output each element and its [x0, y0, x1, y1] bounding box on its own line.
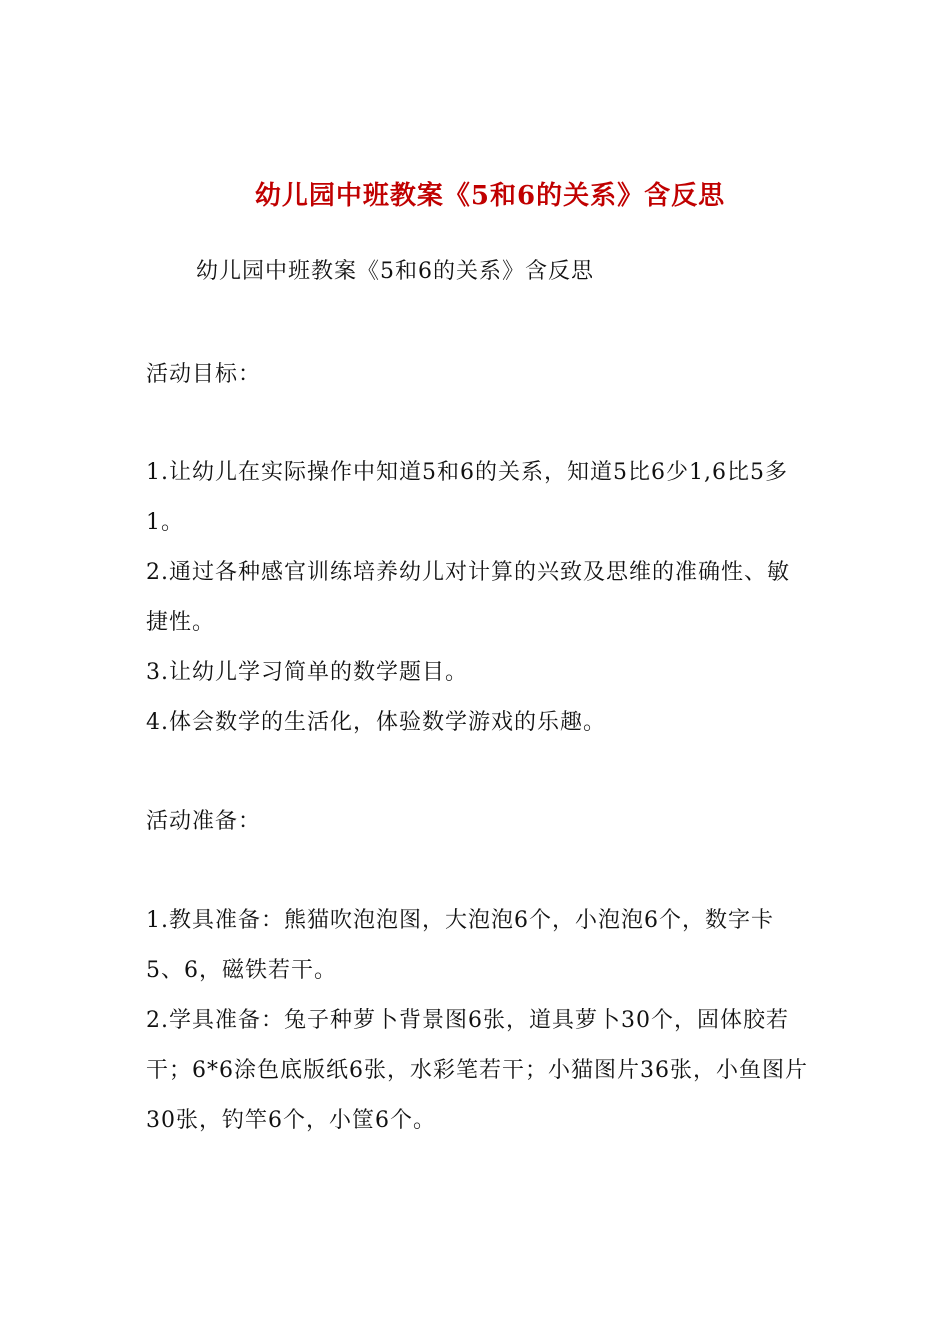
goals-heading: [146, 350, 810, 400]
prep-item-2: 2.学具准备：兔子种萝卜背景图6张，道具萝卜30个，固体胶若干；6*6涂色底版纸6张，水彩笔若干；小猫图片36张，小鱼图片30张，钓竿6个，小筐6个。: [146, 1008, 808, 1133]
prep-list: [146, 896, 810, 1146]
goal-item-2: 2.通过各种感官训练培养幼儿对计算的兴致及思维的准确性、敏捷性。: [146, 560, 790, 635]
prep-item-1: 1.教具准备：熊猫吹泡泡图，大泡泡6个，小泡泡6个，数字卡5、6，磁铁若干。: [146, 908, 774, 983]
prep-heading-text: 活动准备：: [146, 809, 262, 834]
document-subtitle: 幼儿园中班教案《5和6的关系》含反思: [196, 259, 594, 284]
goal-item-3: 3.让幼儿学习简单的数学题目。: [146, 660, 468, 685]
goals-list: [146, 448, 810, 748]
document-title: 幼儿园中班教案《5和6的关系》含反思: [254, 181, 726, 211]
prep-heading: [146, 797, 810, 847]
goal-item-4: 4.体会数学的生活化，体验数学游戏的乐趣。: [146, 710, 606, 735]
goals-heading-text: 活动目标：: [146, 362, 262, 387]
goal-item-1: 1.让幼儿在实际操作中知道5和6的关系，知道5比6少1,6比5多1。: [146, 460, 788, 535]
